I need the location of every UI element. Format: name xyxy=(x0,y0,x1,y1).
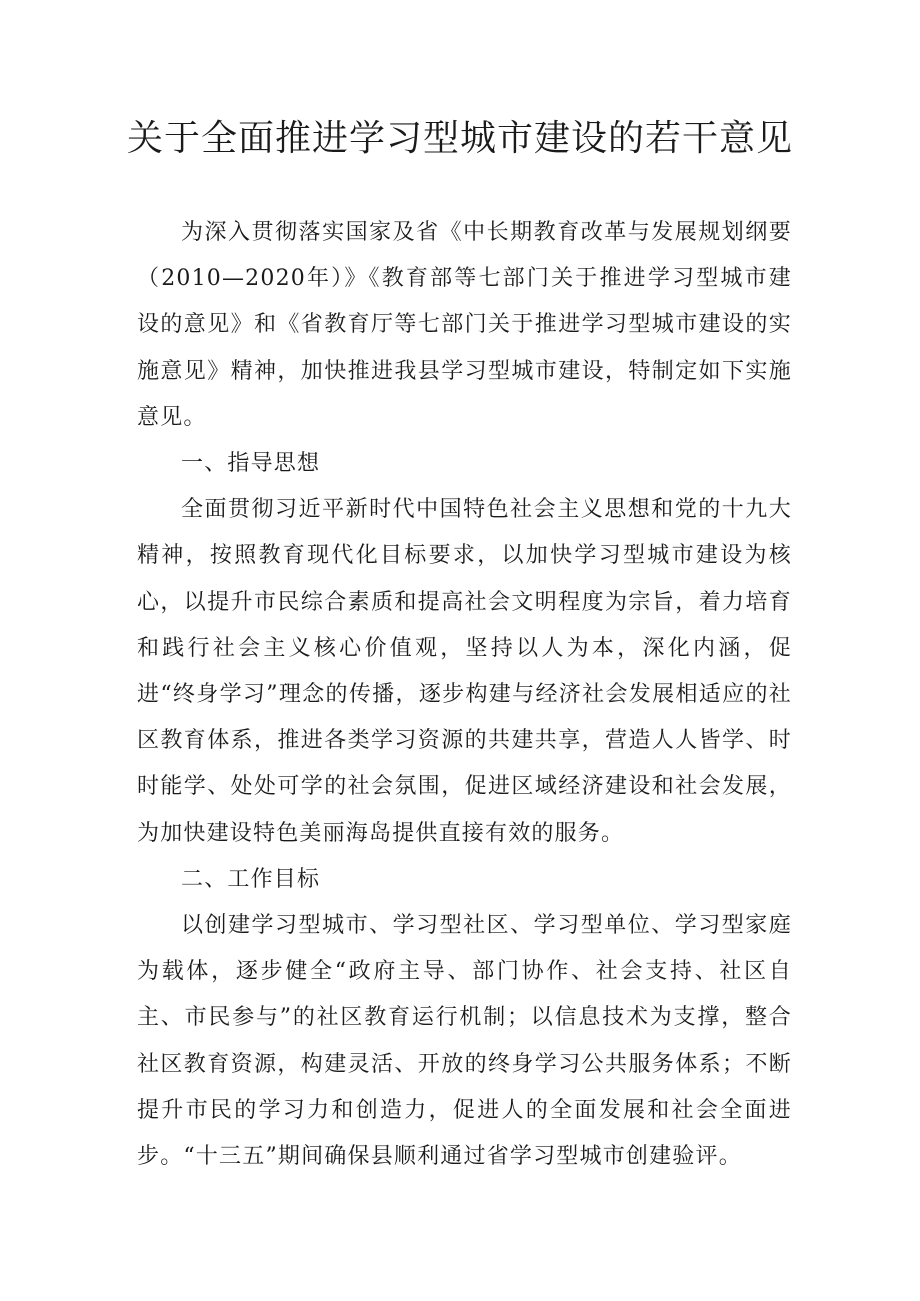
section-body-guiding-ideology: 全面贯彻习近平新时代中国特色社会主义思想和党的十九大精神，按照教育现代化目标要求，以加快学习型城市建设为核心，以提升市民综合素质和提高社会文明程度为宗旨，着力培育和践行社会主义核心价值观，坚持以人为本，深化内涵，促进“终身学习”理念的传播，逐步构建与经济社会发展相适应的社区教育体系，推进各类学习资源的共建共享，营造人人皆学、时时能学、处处可学的社会氛围，促进区域经济建设和社会发展，为加快建设特色美丽海岛提供直接有效的服务。 xyxy=(137,497,792,846)
intro-paragraph: 为深入贯彻落实国家及省《中长期教育改革与发展规划纲要（2010—2020年）》《教育部等七部门关于推进学习型城市建设的意见》和《省教育厅等七部门关于推进学习型城市建设的实施意见》精神，加快推进我县学习型城市建设，特制定如下实施意见。 xyxy=(137,220,792,430)
section-heading-guiding-ideology: 一、指导思想 xyxy=(181,451,321,477)
section-heading-work-goals: 二、工作目标 xyxy=(181,866,321,892)
document-title: 关于全面推进学习型城市建设的若干意见 xyxy=(126,118,793,159)
document-body xyxy=(137,210,792,1180)
section-body-work-goals: 以创建学习型城市、学习型社区、学习型单位、学习型家庭为载体，逐步健全“政府主导、部门协作、社会支持、社区自主、市民参与”的社区教育运行机制；以信息技术为支撑，整合社区教育资源，构建灵活、开放的终身学习公共服务体系；不断提升市民的学习力和创造力，促进人的全面发展和社会全面进步。“十三五”期间确保县顺利通过省学习型城市创建验评。 xyxy=(137,913,792,1170)
